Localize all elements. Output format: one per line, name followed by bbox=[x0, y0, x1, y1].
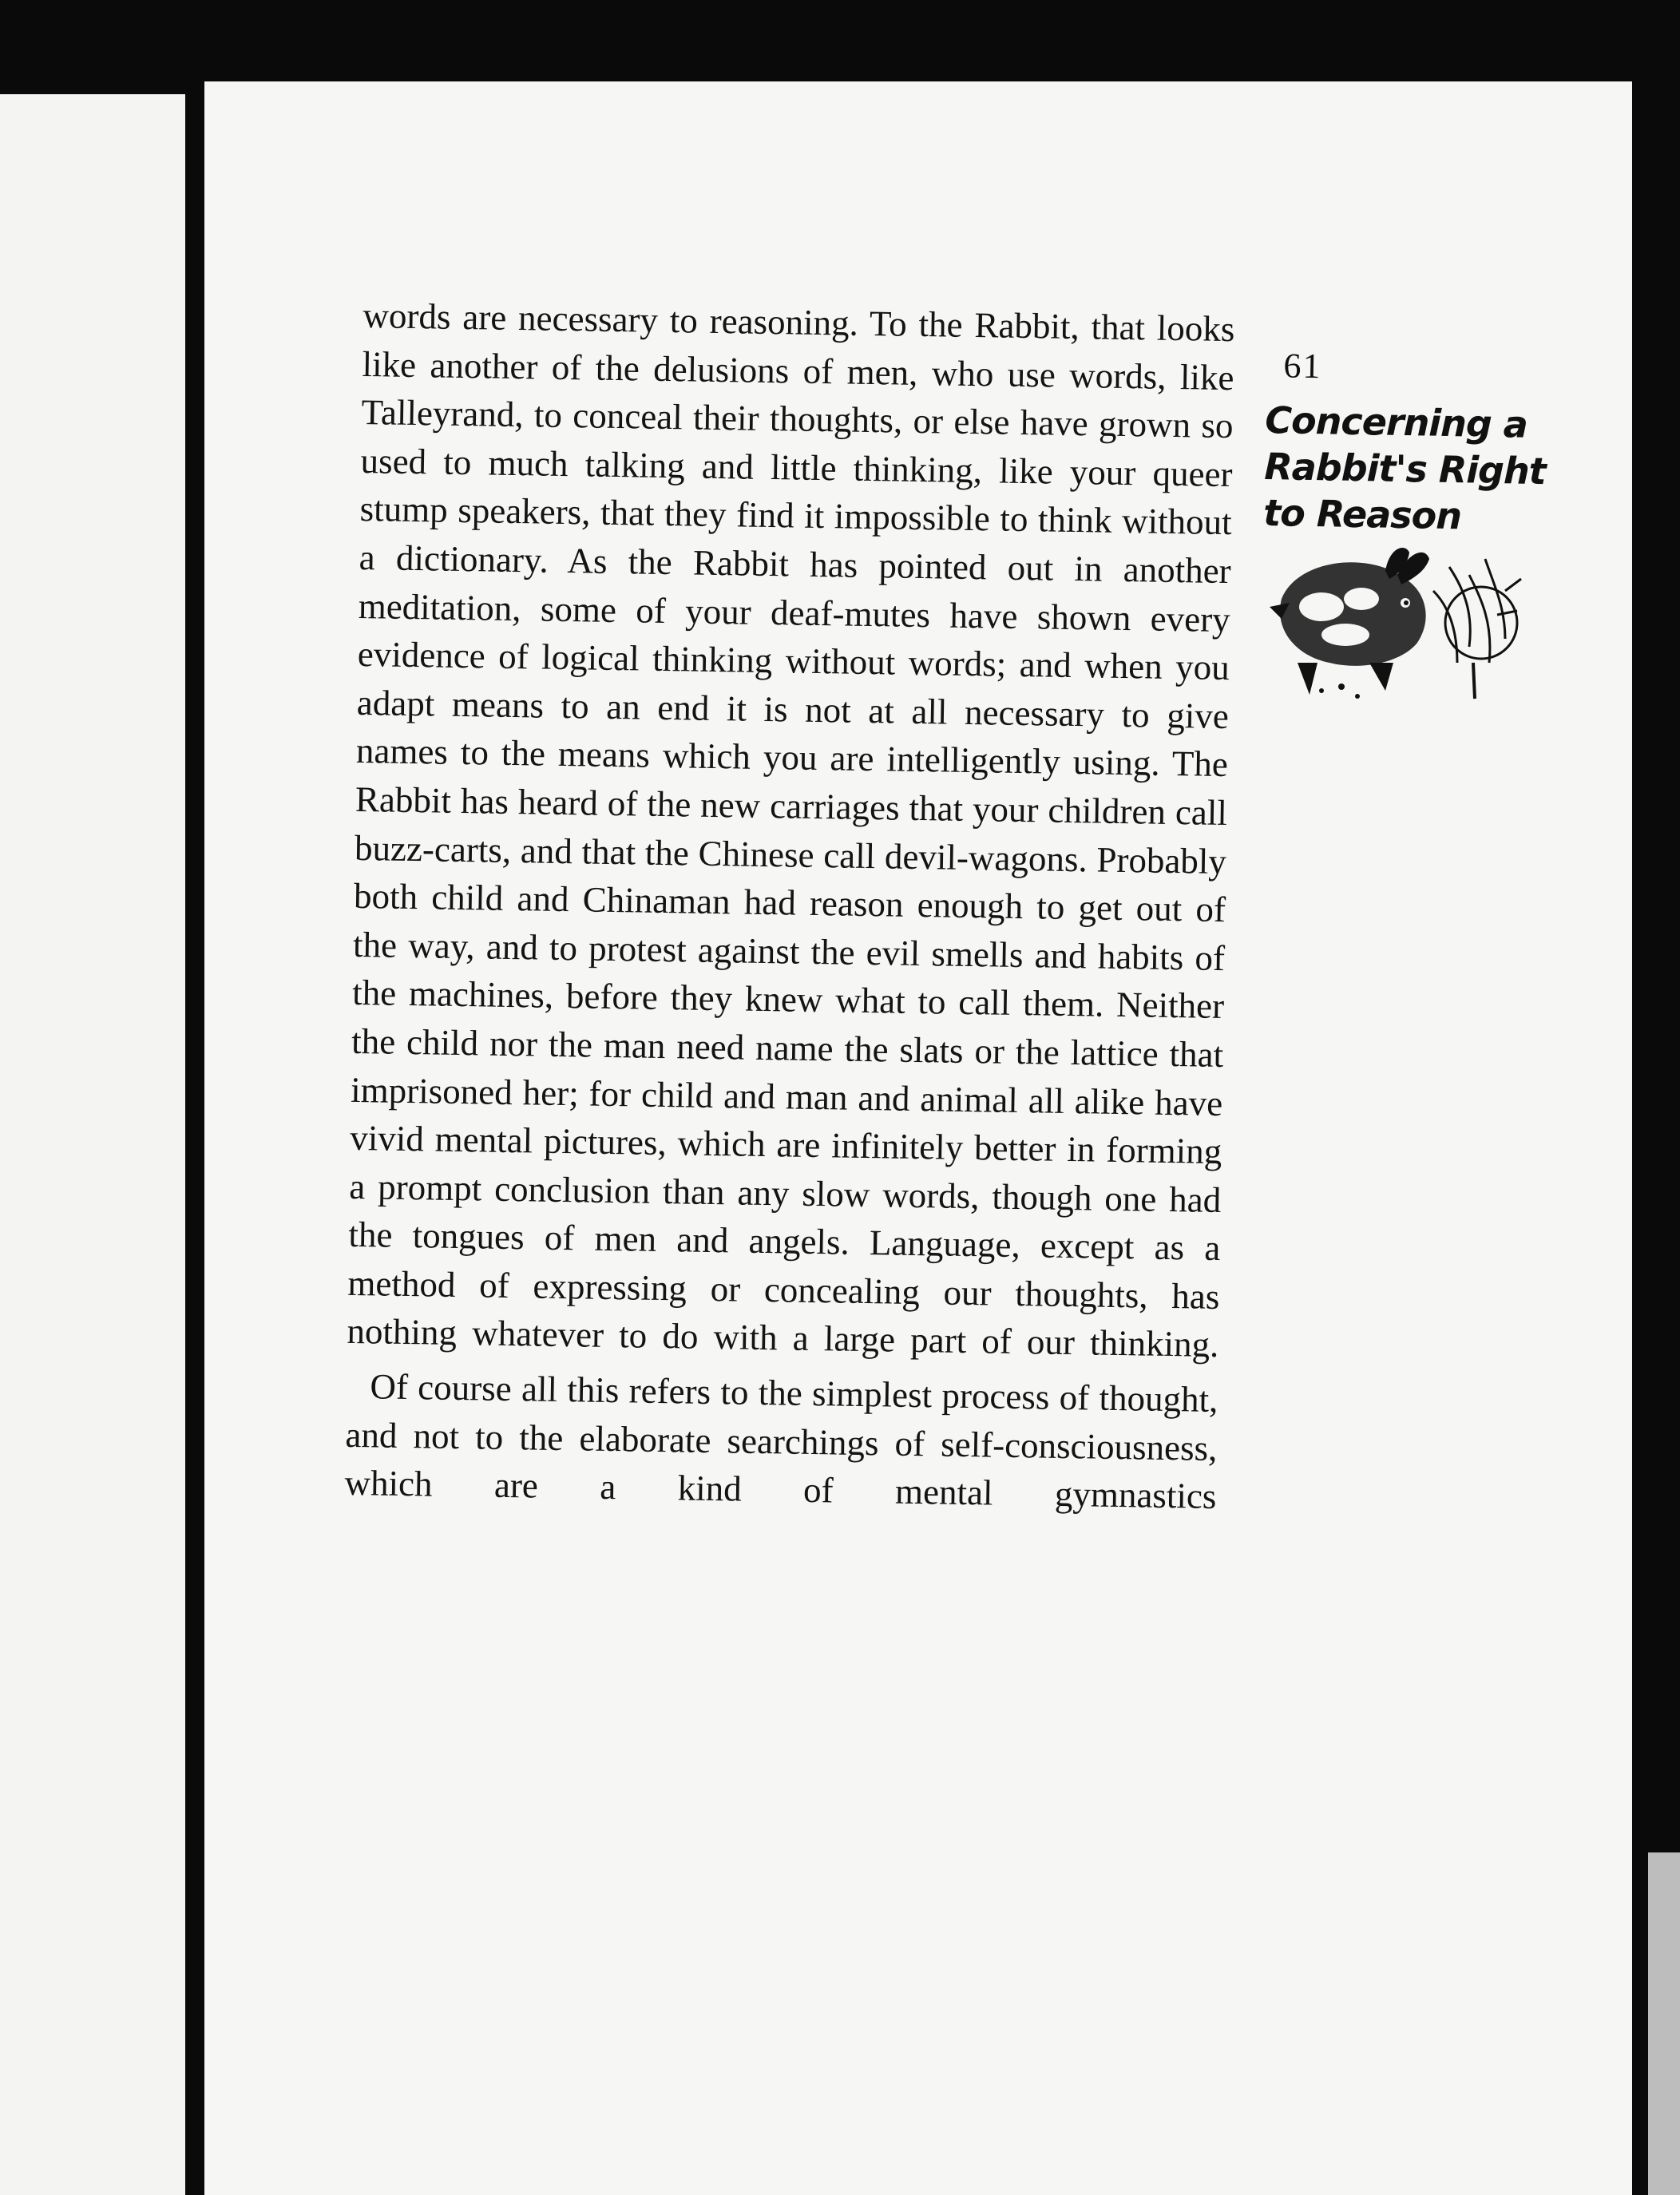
side-heading-line-2: Rabbit's Right bbox=[1263, 444, 1547, 493]
body-text bbox=[344, 291, 1235, 1521]
side-heading-line-1: Concerning a bbox=[1264, 398, 1528, 446]
book-gutter bbox=[185, 80, 204, 2195]
rabbit-illustration-icon bbox=[1266, 543, 1529, 703]
paragraph-2: Of course all this refers to the simplest process of thought, and not to the elaborate searchings of self-consciousness, which are a kind of mental gymnastics bbox=[344, 1366, 1218, 1517]
left-page-edge bbox=[0, 94, 185, 2195]
paragraph-1: words are necessary to reasoning. To the Rabbit, that looks like another of the delusions of men, who use words, like Talleyrand, to conceal their thoughts, or else have grown so used to much talking and little thinking, like your queer stump speakers, that they find it impossible to think without a dictionary. As the Rabbit has pointed out in another meditation, some of your deaf-mutes have shown every evidence of logical thinking without words; and when you adapt means to an end it is not at all necessary to give names to the means which you are intelligently using. The Rabbit has heard of the new carriages that your children call buzz-carts, and that the Chinese call devil-wagons. Probably both child and Chinaman had reason enough to get out of the way, and to protest against the evil smells and habits of the machines, before they knew what to call them. Neither the child nor the man need name the slats or the lattice that imprisoned her; for child and man and animal all alike have vivid mental pictures, which are infinitely better in forming a prompt conclusion than any slow words, though one had the tongues of men and angels. Language, except as a method of expressing or concealing our thoughts, has nothing whatever to do with a large part of our thinking. bbox=[347, 295, 1235, 1365]
right-edge-highlight bbox=[1648, 1852, 1680, 2195]
side-heading-line-3: to Reason bbox=[1262, 490, 1462, 538]
margin-note bbox=[1263, 345, 1570, 541]
page-number: 61 bbox=[1283, 346, 1322, 386]
